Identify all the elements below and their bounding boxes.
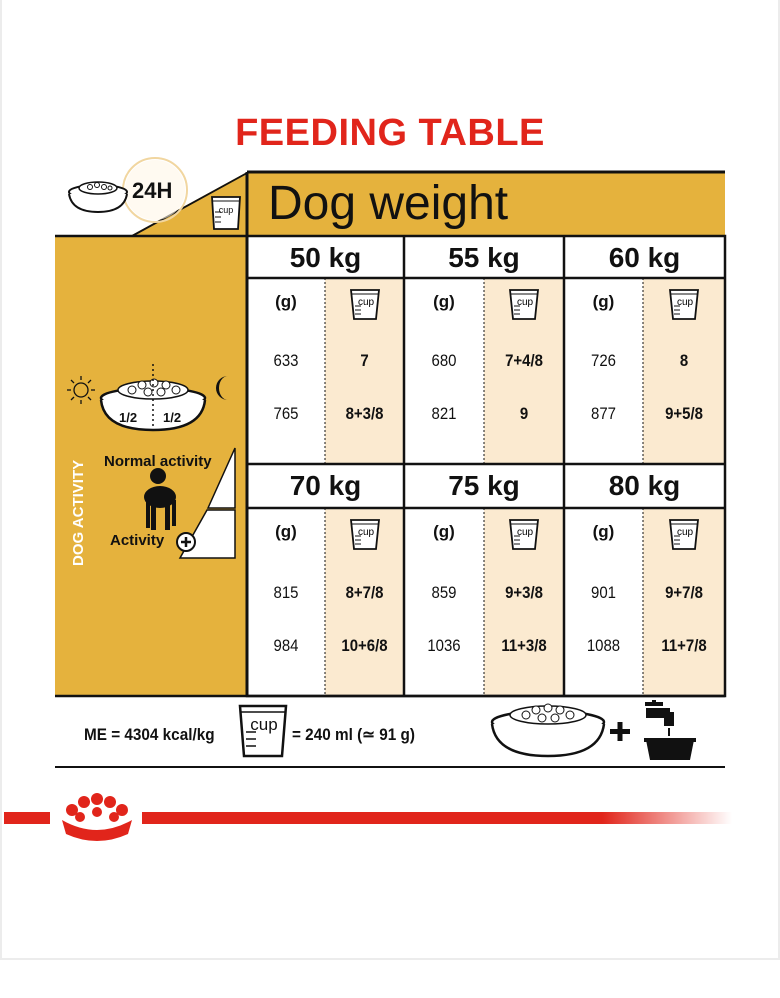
normal-activity-label: Normal activity: [104, 453, 212, 470]
active-cups-value: 11+7/8: [661, 636, 707, 655]
active-cups-value: 10+6/8: [341, 636, 388, 655]
brand-band: [0, 790, 780, 850]
half-right-label: 1/2: [163, 410, 182, 425]
active-cups-value: 9+5/8: [665, 404, 703, 423]
active-grams-value: 1088: [586, 636, 621, 655]
water-bowl-icon: [644, 738, 696, 760]
grams-unit-label: (g): [275, 292, 297, 311]
grams-unit-label: (g): [592, 292, 615, 311]
page-title: FEEDING TABLE: [235, 112, 545, 154]
dog-silhouette-icon: [144, 468, 176, 530]
weight-header: 70 kg: [289, 470, 362, 501]
normal-grams-value: 859: [431, 583, 457, 602]
activity-label: Activity: [110, 532, 165, 549]
measuring-cup-icon: [236, 700, 292, 760]
grams-unit-label: (g): [433, 292, 455, 311]
weight-header: 55 kg: [448, 242, 520, 273]
weight-header: 60 kg: [608, 242, 681, 273]
moon-icon: [216, 376, 228, 400]
measuring-cup-icon: [348, 286, 382, 322]
normal-cups-value: 9+7/8: [665, 583, 703, 602]
energy-label: ME = 4304 kcal/kg: [84, 725, 215, 744]
normal-cups-value: 9+3/8: [505, 583, 543, 602]
royal-canin-crown-logo: [62, 793, 132, 841]
normal-grams-value: 726: [591, 351, 616, 370]
plus-circle-icon: [177, 533, 195, 551]
food-bowl-icon: [101, 364, 205, 430]
normal-grams-value: 815: [273, 583, 299, 602]
sun-icon: [67, 376, 95, 404]
active-grams-value: 1036: [427, 636, 461, 655]
dog-activity-vertical: [70, 448, 94, 568]
half-left-label: 1/2: [119, 410, 138, 425]
svg-text:cup: cup: [516, 297, 534, 308]
svg-text:cup: cup: [218, 205, 234, 215]
dog-activity-label: DOG ACTIVITY: [70, 459, 87, 566]
measuring-cup-icon: [507, 516, 541, 552]
normal-cups-value: 7+4/8: [505, 351, 543, 370]
svg-text:cup: cup: [250, 715, 278, 734]
active-cups-value: 11+3/8: [501, 636, 547, 655]
footer-divider: [55, 766, 725, 768]
plus-icon: [610, 722, 630, 741]
food-bowl-icon: [492, 704, 604, 756]
weight-header: 75 kg: [448, 470, 520, 501]
normal-cups-value: 7: [360, 351, 369, 370]
active-grams-value: 877: [591, 404, 616, 423]
svg-text:cup: cup: [357, 527, 374, 538]
active-grams-value: 984: [273, 636, 299, 655]
period-label: 24H: [132, 178, 173, 203]
grams-unit-label: (g): [592, 522, 615, 541]
normal-grams-value: 633: [273, 351, 299, 370]
svg-text:cup: cup: [676, 297, 694, 308]
svg-text:cup: cup: [357, 297, 374, 308]
active-cups-value: 8+3/8: [345, 404, 384, 423]
measuring-cup-icon: [507, 286, 541, 322]
normal-grams-value: 901: [591, 583, 616, 602]
grams-unit-label: (g): [433, 522, 455, 541]
active-grams-value: 821: [431, 404, 457, 423]
bowl-plus-water-icons: [488, 698, 706, 768]
measuring-cup-icon: [667, 516, 701, 552]
weight-header: 50 kg: [289, 242, 362, 273]
normal-cups-value: 8+7/8: [345, 583, 384, 602]
dog-weight-heading: Dog weight: [268, 177, 509, 230]
svg-text:cup: cup: [676, 527, 694, 538]
measuring-cup-icon: [348, 516, 382, 552]
active-grams-value: 765: [273, 404, 299, 423]
weight-header: 80 kg: [608, 470, 681, 501]
water-tap-icon: [645, 700, 674, 736]
cup-equivalence-label: = 240 ml (≃ 91 g): [292, 725, 415, 744]
measuring-cup-icon: [667, 286, 701, 322]
grams-unit-label: (g): [275, 522, 297, 541]
normal-cups-value: 8: [679, 351, 689, 370]
normal-grams-value: 680: [431, 351, 457, 370]
svg-text:cup: cup: [516, 527, 534, 538]
active-cups-value: 9: [519, 404, 529, 423]
